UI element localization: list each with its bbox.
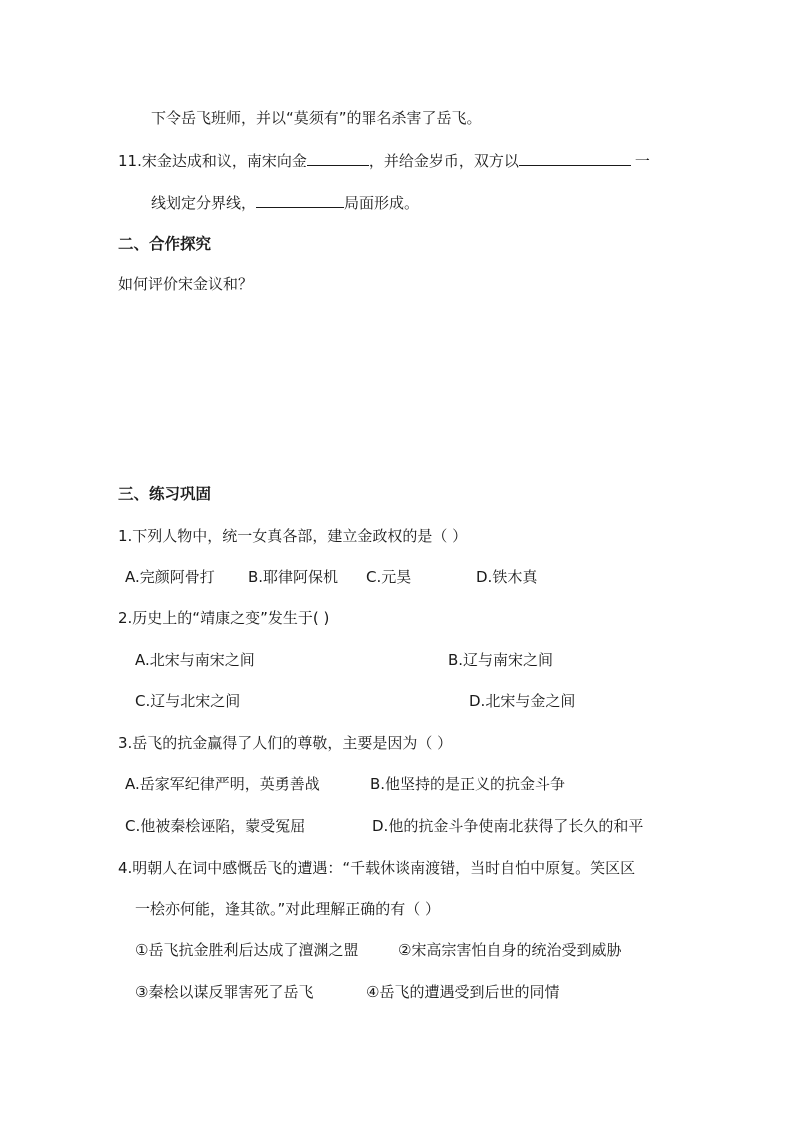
question-2-option-c[interactable]: C.辽与北宋之间 bbox=[135, 692, 241, 710]
section-3-heading: 三、练习巩固 bbox=[118, 485, 212, 503]
question-1-stem: 1.下列人物中，统一女真各部，建立金政权的是（ ） bbox=[118, 527, 468, 545]
question-11-line-1 bbox=[118, 150, 650, 171]
answer-blank[interactable] bbox=[256, 192, 344, 208]
question-4-item-4[interactable]: ④岳飞的遭遇受到后世的同情 bbox=[366, 983, 560, 1001]
question-4-stem-line-2: 一桧亦何能，逢其欲。”对此理解正确的有（ ） bbox=[135, 900, 441, 918]
question-3-option-b[interactable]: B.他坚持的是正义的抗金斗争 bbox=[370, 775, 566, 793]
question-4-item-2[interactable]: ②宋高宗害怕自身的统治受到威胁 bbox=[398, 941, 622, 959]
question-1-option-a[interactable]: A.完颜阿骨打 bbox=[125, 568, 215, 586]
question-3-option-c[interactable]: C.他被秦桧诬陷，蒙受冤屈 bbox=[125, 817, 306, 835]
section-2-question: 如何评价宋金议和？ bbox=[118, 275, 254, 293]
question-1-option-c[interactable]: C.元昊 bbox=[366, 568, 412, 586]
question-1-option-d[interactable]: D.铁木真 bbox=[476, 568, 538, 586]
question-11-number: 11. bbox=[118, 152, 142, 170]
question-1-option-b[interactable]: B.耶律阿保机 bbox=[248, 568, 339, 586]
section-2-heading: 二、合作探究 bbox=[118, 235, 212, 253]
question-2-stem: 2.历史上的“靖康之变”发生于( ) bbox=[118, 609, 330, 627]
answer-blank[interactable] bbox=[519, 150, 631, 166]
question-11-text-3: 一 bbox=[634, 152, 650, 170]
question-3-stem: 3.岳飞的抗金赢得了人们的尊敬，主要是因为（ ） bbox=[118, 734, 453, 752]
question-4-item-3[interactable]: ③秦桧以谋反罪害死了岳飞 bbox=[135, 983, 314, 1001]
question-11-text-4: 线划定分界线， bbox=[151, 194, 257, 212]
question-2-option-d[interactable]: D.北宋与金之间 bbox=[469, 692, 576, 710]
question-3-option-a[interactable]: A.岳家军纪律严明，英勇善战 bbox=[125, 775, 320, 793]
question-11-text-2: ，并给金岁币，双方以 bbox=[368, 152, 519, 170]
question-11-text-5: 局面形成。 bbox=[344, 194, 420, 212]
question-11-text-1: 宋金达成和议，南宋向金 bbox=[141, 152, 307, 170]
question-2-option-b[interactable]: B.辽与南宋之间 bbox=[448, 651, 554, 669]
question-3-option-d[interactable]: D.他的抗金斗争使南北获得了长久的和平 bbox=[372, 817, 644, 835]
question-4-item-1[interactable]: ①岳飞抗金胜利后达成了澶渊之盟 bbox=[135, 941, 359, 959]
question-11-line-2 bbox=[151, 192, 419, 213]
continued-sentence: 下令岳飞班师，并以“莫须有”的罪名杀害了岳飞。 bbox=[151, 109, 482, 127]
question-4-stem-line-1: 4.明朝人在词中感慨岳飞的遭遇：“千载休谈南渡错，当时自怕中原复。笑区区 bbox=[118, 859, 636, 877]
question-2-option-a[interactable]: A.北宋与南宋之间 bbox=[135, 651, 255, 669]
answer-blank[interactable] bbox=[307, 150, 369, 166]
